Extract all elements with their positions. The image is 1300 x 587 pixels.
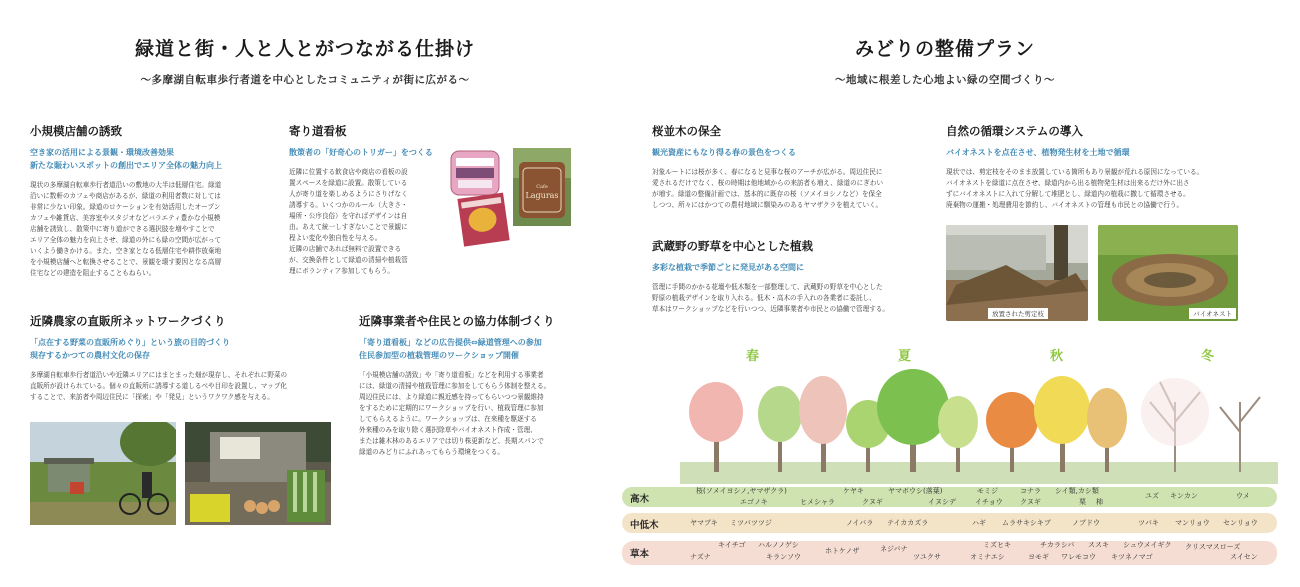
bionest-photo	[1098, 225, 1238, 321]
left-page-subtitle: ～多摩湖自転車歩行者道を中心としたコミュニティが街に広がる～	[140, 74, 470, 86]
left-page-title: 緑道と街・人と人とがつながる仕掛け	[134, 38, 475, 60]
body-line: してもらえるように。ワークショップは、在来種を駆逐する	[359, 415, 537, 423]
plant-name: クヌギ	[862, 498, 883, 506]
plant-name: チカラシバ	[1040, 541, 1075, 549]
body-line: 場所・公序良俗）を守ればデザインは自	[289, 212, 408, 220]
body-line: 管理に手間のかかる花壇や低木類を一部整理して、武蔵野の野草を中心とした	[652, 283, 883, 291]
plant-name: ハルノノゲシ	[758, 541, 799, 549]
plant-name: ケヤキ	[843, 487, 864, 495]
plant-name: キイチゴ	[718, 541, 746, 549]
body-line: 由。あえて統一しすぎないことで景観に	[289, 223, 408, 231]
section-body	[289, 167, 439, 277]
plant-name: クリスマスローズ	[1185, 543, 1241, 551]
seasonal-trees-illustration	[680, 362, 1278, 484]
section-lead-1: バイオネストを点在させ、植物発生材を土地で循環	[946, 148, 1130, 157]
tree-winter-2	[1220, 397, 1260, 472]
photo-caption: 放置された剪定枝	[988, 308, 1048, 319]
section-heading: 小規模店舗の誘致	[30, 124, 122, 138]
signboard-illustration	[446, 148, 513, 248]
body-line: いくよう働きかける。また、空き家となる低層住宅や耕作放棄地	[30, 247, 222, 255]
body-line: バイオネストを緑道に点在させ、緑道内から出る植物発生材は出来るだけ外に出さ	[946, 179, 1190, 187]
plant-name: クヌギ	[1020, 498, 1041, 506]
body-line: 近隣に位置する飲食店や商店の看板の設	[289, 168, 408, 176]
section-heading: 桜並木の保全	[652, 124, 721, 138]
section-heading: 近隣農家の直販所ネットワークづくり	[30, 314, 226, 328]
body-line: をするために定期的にワークショップを行い、植栽管理に参加	[359, 404, 544, 412]
body-line: 住宅などの建造を阻止することもねらい。	[30, 269, 156, 277]
body-line: 愛されるだけでなく、桜の時期は他地域からの来訪者も増え、緑道のにぎわい	[652, 179, 884, 187]
body-line: 沿いに数軒のカフェや商店があるが、緑道の利用者数に対しては	[30, 192, 221, 200]
body-line: 現状では、剪定枝をそのまま放置している箇所もあり景観が荒れる原因になっている。	[946, 168, 1204, 176]
plant-name: スイセン	[1230, 553, 1258, 561]
tree-spring-3	[799, 376, 847, 472]
body-line: 誘導する。いくつかのルール（大きさ・	[289, 201, 408, 209]
section-lead-1: 多彩な植栽で季節ごとに発見がある空間に	[652, 263, 804, 272]
season-spring: 春	[746, 349, 760, 364]
plant-name: ホトケノザ	[825, 547, 860, 555]
section-body	[946, 167, 1246, 211]
cafe-sign-photo	[513, 148, 571, 226]
plant-name: テイカカズラ	[887, 519, 929, 527]
section-heading: 近隣事業者や住民との協力体制づくり	[359, 314, 555, 328]
cafe-sign-text: Cafe	[536, 184, 548, 190]
tree-autumn-2	[1034, 376, 1090, 472]
body-line: 置スペースを緑道に設置。散策している	[289, 179, 408, 187]
body-line: 程よい変化や独自性を与える。	[289, 234, 382, 242]
body-line: 草本はワークショップなどを行いつつ、近隣事業者や市民との協働で管理する。	[652, 305, 889, 313]
body-line: 現状の多摩湖自転車歩行者道沿いの敷地の大半は低層住宅。緑道	[30, 181, 222, 189]
section-nature-cycle	[946, 123, 1246, 211]
section-body	[652, 282, 937, 315]
plant-name: 桜(ソメイヨシノ,ヤマザクラ)	[696, 487, 787, 495]
body-line: 理にボランティア参加してもらう。	[289, 267, 394, 275]
section-heading: 自然の循環システムの導入	[946, 124, 1083, 138]
body-line: 対象ルートには桜が多く、春になると見事な桜のアーチが広がる。周辺住民に	[652, 168, 883, 176]
body-line: 非常に少ない印象。緑道のロケーションを有効活用したオープン	[30, 203, 221, 211]
tree-spring-2	[758, 386, 802, 472]
plant-name: 栗	[1079, 498, 1086, 506]
plant-name: ススキ	[1088, 541, 1109, 549]
body-line: 近隣の店舗であれば無料で設置できる	[289, 245, 402, 253]
tree-autumn-1	[986, 392, 1038, 472]
body-line: を小規模店舗へと転換させることで、景観を壊す要因となる高層	[30, 258, 222, 266]
section-lead-1: 観光資産にもなり得る春の景色をつくる	[652, 148, 796, 157]
plant-name: キランソウ	[766, 553, 801, 561]
section-body	[652, 167, 932, 211]
tree-summer-3	[938, 396, 978, 472]
body-line: には、緑道の清掃や植栽管理に参加をしてもらう体制を整える。	[359, 382, 551, 390]
body-line: 外来種のみを取り除く選択除草やバイオネスト作成・管理、	[359, 426, 537, 434]
plant-name: ワレモコウ	[1061, 553, 1096, 561]
plant-name: エゴノキ	[740, 498, 768, 506]
section-lead-1: 「寄り道看板」などの広告提供⇔緑道管理への参加	[359, 338, 542, 347]
plant-name: シイ類,カシ類	[1055, 487, 1099, 495]
row-label-herb: 草本	[630, 549, 650, 560]
section-lead-2: 住民参加型の植栽管理のワークショップ開催	[359, 351, 519, 360]
plant-name: ミツバツツジ	[730, 519, 772, 527]
section-body	[30, 370, 340, 403]
tree-winter-1	[1141, 378, 1209, 472]
body-line: 多摩湖自転車歩行者道沿いや近隣エリアにはまとまった畑が現存し、それぞれに野菜の	[30, 371, 288, 379]
plant-name: ムラサキシキブ	[1002, 519, 1051, 527]
section-lead-1: 空き家の活用による景観・環境改善効果	[30, 148, 174, 157]
plant-name: オミナエシ	[970, 553, 1005, 561]
plant-name: イヌシデ	[928, 498, 956, 506]
right-page-title: みどりの整備プラン	[854, 38, 1035, 60]
tree-autumn-3	[1087, 388, 1127, 472]
season-summer: 夏	[898, 349, 912, 364]
season-autumn: 秋	[1050, 349, 1064, 364]
plant-name: ハギ	[972, 519, 986, 527]
body-line: または雑木林のあるエリアでは切り株更新など、長期スパンで	[359, 437, 544, 445]
body-line: 直販所が設けられている。個々の直販所に誘導する道しるべや目印を設置し、マップ化	[30, 382, 287, 390]
plant-name: ツユクサ	[913, 553, 941, 561]
plant-name: ヨモギ	[1028, 553, 1049, 561]
section-heading: 武蔵野の野草を中心とした植栽	[652, 239, 813, 253]
plant-name: キツネノマゴ	[1111, 553, 1153, 561]
plant-name: ウメ	[1236, 492, 1250, 500]
photo-caption: バイオネスト	[1189, 308, 1236, 319]
cafe-sign-name: Laguras	[525, 191, 559, 200]
plant-name: ノイバラ	[846, 519, 874, 527]
section-cherry-trees	[652, 123, 932, 211]
body-line: カフェや雑貨店、美容室やスタジオなどバラエティ豊かな小規模	[30, 214, 221, 222]
row-label-tall: 高木	[630, 494, 650, 505]
farm-stand-photo-1	[30, 422, 176, 525]
tree-spring-1	[689, 382, 743, 472]
body-line: ずにバイオネストに入れて分解して堆肥とし、緑道内の植栽に撒して循環させる。	[946, 190, 1190, 198]
plant-name: ヤマボウシ(落葉)	[888, 487, 943, 495]
season-winter: 冬	[1201, 349, 1215, 364]
right-page-subtitle: ～地域に根差した心地よい緑の空間づくり～	[835, 74, 1055, 86]
body-line: が、交換条件として緑道の清掃や植栽管	[289, 256, 408, 264]
section-heading: 寄り道看板	[289, 124, 347, 138]
body-line: しつつ、所々にはかつての農村地域に馴染みのあるヤマザクラを植えていく。	[652, 201, 883, 209]
section-body	[30, 180, 265, 279]
section-signboards	[289, 123, 439, 277]
section-lead-1: 散策者の「好奇心のトリガー」をつくる	[289, 148, 433, 157]
section-small-shops	[30, 123, 265, 279]
plant-name: センリョウ	[1223, 519, 1258, 527]
section-lead-1: 「点在する野菜の直販所めぐり」という旅の目的づくり	[30, 338, 230, 347]
pruned-branches-photo	[946, 225, 1088, 321]
plant-name: ツバキ	[1138, 519, 1159, 527]
plant-name: ネジバナ	[880, 545, 908, 553]
body-line: 廃棄物の運搬・処理費用を節約し、バイオネストの管理も市民との協働で行う。	[946, 201, 1184, 209]
section-body	[359, 370, 599, 458]
body-line: することで、来訪者や周辺住民に「探索」や「発見」というワクワク感を与える。	[30, 393, 274, 401]
section-wild-plants	[652, 238, 937, 315]
body-line: 人が寄り道を楽しめるようにさりげなく	[289, 190, 408, 198]
plant-name: シュウメイギク	[1123, 541, 1172, 549]
section-lead-2: 新たな賑わいスポットの創出でエリア全体の魅力向上	[30, 161, 222, 170]
plant-name: ノブドウ	[1072, 519, 1100, 527]
plant-name: イチョウ	[975, 498, 1003, 506]
body-line: 「小規模店舗の誘致」や「寄り道看板」などを利用する事業者	[359, 371, 544, 379]
section-cooperation	[359, 313, 599, 458]
body-line: 野原の植栽デザインを取り入れる。低木・高木の手入れの各業者に委託し、	[652, 294, 876, 302]
body-line: 店舗を誘致し、散策中に寄り道ができる選択肢を増やすことで	[30, 225, 215, 233]
farm-stand-photo-2	[185, 422, 331, 525]
body-line: 緑道のみどりにふれあってもらう環境をつくる。	[359, 448, 504, 456]
plant-name: 柿	[1096, 498, 1103, 506]
plant-name: ヒメシャラ	[800, 498, 835, 506]
section-farm-stands	[30, 313, 340, 403]
body-line: 周辺住民には、より緑道に親近感を持ってもらいつつ景観維持	[359, 393, 544, 401]
plant-name: ミズヒキ	[983, 541, 1011, 549]
plant-name: キンカン	[1170, 492, 1198, 500]
plant-name: ヤマブキ	[690, 519, 718, 527]
body-line: エリア全体の魅力を向上させ、緑道の外にも緑の空間が広がって	[30, 236, 222, 244]
plant-name: モミジ	[977, 487, 998, 495]
plant-name: マンリョウ	[1175, 519, 1210, 527]
plant-name: ナズナ	[690, 553, 711, 561]
plant-name: コナラ	[1020, 487, 1041, 495]
plant-name: ユズ	[1145, 492, 1159, 500]
section-lead-2: 現存するかつての農村文化の保存	[30, 351, 150, 360]
row-label-mid: 中低木	[630, 520, 659, 531]
body-line: が増す。緑道の整備計画では、基本的に既存の桜（ソメイヨシノなど）を保全	[652, 190, 882, 198]
